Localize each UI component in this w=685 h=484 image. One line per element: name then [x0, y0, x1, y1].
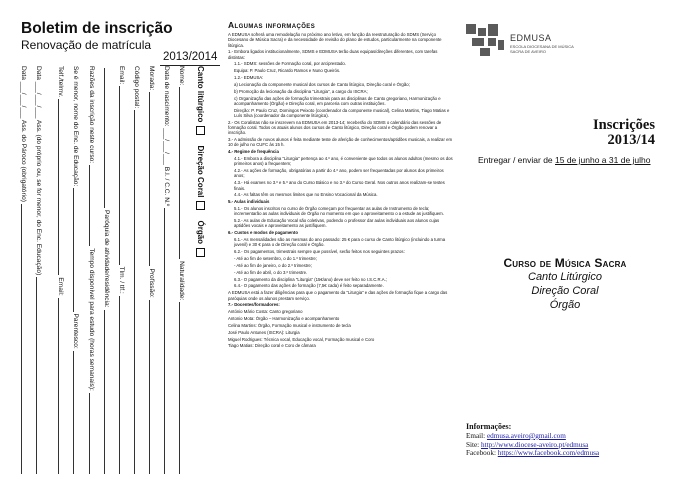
info-paragraph: Celina Martins: Órgão, Formação musical e instrumento de tecla: [228, 322, 351, 328]
logo-name: EDMUSA: [510, 33, 552, 43]
field-label: Naturalidade:: [178, 261, 185, 301]
info-paragraph: - Até ao fim de abril, o do 3.º trimestre.: [234, 269, 308, 275]
course-item-canto: Canto Litúrgico: [528, 271, 602, 283]
deadline-text: [478, 155, 651, 165]
inscricoes-year: 2013/14: [607, 132, 655, 148]
facebook-link[interactable]: https://www.facebook.com/edmusa: [497, 449, 600, 458]
option-label-canto: Canto litúrgico: [196, 66, 206, 123]
field-label: Nome:: [178, 66, 185, 86]
info-paragraphs: [228, 32, 453, 349]
info-paragraph: A EDMUSA está a fazer diligências para que o pagamento da "Liturgia" e das ações de formação fique a cargo das paróquias onde os alunos prestam serviço.: [228, 290, 448, 301]
contact-heading: Informações:: [466, 422, 512, 431]
inscricoes-label: Inscrições: [592, 117, 655, 133]
info-heading: Algumas informações: [228, 20, 316, 30]
field-label: Data de nascimento: ___/___/___ B.I. / C.C. N.º: [163, 66, 170, 207]
course-title: Curso de Música Sacra: [503, 256, 627, 270]
info-paragraph: 4.- Regime de frequência: [228, 149, 279, 155]
info-paragraph: 6.3.- O pagamento da disciplina "Liturgia" (15€/ano) deve ser feito no I.S.C.R.A.;: [234, 276, 388, 282]
info-paragraph: 5.1.- Os alunos inscritos no curso de Órgão começam por frequentar as aulas de Instrumento de tecla; incrementarão as aulas individuais de Órgão no momento em que o aproveitamento o a estude as justifiquem.: [234, 206, 444, 217]
checkbox-orgao[interactable]: [197, 248, 206, 257]
info-paragraph: - Até ao fim de setembro, o do 1.º trimestre;: [234, 256, 318, 262]
info-paragraph: 6.- Custos e modos de pagamento: [228, 230, 298, 236]
info-paragraph: 4.4.- As faltas têm os mesmos limites que no Ensino Vocacional da Música.: [234, 192, 378, 198]
field-guardian[interactable]: [72, 66, 84, 476]
field-label: Razões da inscrição neste curso:: [88, 66, 95, 164]
info-paragraph: 1.2.- EDMUSA:: [234, 75, 264, 81]
info-paragraph: 5.2.- As aulas de Educação Vocal são coletivas, podendo o professor dar aulas individuais aos alunos cujas aptidões vocais e aproveitamento as justifiquem.: [234, 218, 440, 229]
info-paragraph: 6.2.- Os pagamentos, trimestrais sempre que possível, serão feitos nos seguintes prazos:: [234, 249, 405, 255]
form-year: 2013/2014: [163, 51, 218, 63]
field-address[interactable]: [148, 66, 160, 476]
information-panel: [228, 20, 453, 350]
form-subtitle: Renovação de matrícula: [21, 38, 152, 52]
info-paragraph: 1.1.- SDMS: sessões de Formação coral, por arciprestado.: [234, 61, 347, 67]
logo-subtitle: ESCOLA DIOCESANA DE MÚSICA SACRA DE AVEIRO: [510, 44, 574, 54]
info-paragraph: b) Promoção da lecionação da disciplina "Liturgia", a cargo do ISCRA;: [234, 88, 368, 94]
field-label: Telf./telmv.: [57, 66, 64, 98]
registration-form-panel: [0, 0, 222, 484]
deadline-prefix: Entregar / enviar de: [478, 155, 556, 165]
field-name[interactable]: [178, 66, 190, 476]
info-paragraph: 4.3.- Há exames no 3.º e 5.º ano do Curso Básico e no 3.º do Curso Geral. Nos outros anos realizam-se testes finais.: [234, 180, 445, 191]
course-block: [469, 256, 661, 312]
info-paragraph: 4.2.- As ações de formação, obrigatórias a partir do 4.º ano, podem ser frequentadas por alunos dos primeiros anos;: [234, 168, 444, 179]
site-label: Site:: [466, 440, 481, 449]
field-label: Se é menor, nome do Enc. de Educação:: [72, 66, 79, 187]
field-postal-code[interactable]: [133, 66, 145, 476]
course-item-orgao: Órgão: [549, 299, 581, 311]
info-paragraph: 4.1.- Embora a disciplina "Liturgia" pertença ao 4.º ano, é conveniente que todos os alunos adultos (mesmo os dos primeiros anos) a frequentem;: [234, 156, 453, 167]
info-paragraph: - Até ao fim de janeiro, o do 2.º trimestre;: [234, 262, 312, 268]
info-paragraph: c) Organização das ações de formação trimestrais para as disciplinas de Canto gregoriano, Harmonização e acompanhamento (Órgão) e Direção coral, em parceria com outras instituições.: [234, 95, 441, 106]
checkbox-direcao[interactable]: [197, 201, 206, 210]
field-date-pastor[interactable]: [20, 66, 32, 476]
option-label-orgao: Órgão: [196, 220, 206, 245]
course-item-direcao: Direção Coral: [531, 285, 599, 297]
info-paragraph: A EDMUSA sofrerá uma remodelação no próximo ano letivo, em função da reestruturação do SDMS (Serviço Diocesano de Música Sacra) e da necessidade de revisão do plano de estudos, particularmente na componente litúrgica.: [228, 32, 442, 48]
field-date-signature[interactable]: [35, 66, 47, 476]
info-paragraph: José Paulo Antunes (ISCRA): Liturgia: [228, 329, 300, 335]
edmusa-logo-icon: [466, 24, 506, 60]
info-paragraph: 2.- Os Coralistas não se inscrevem na EDMUSA em 2013-14; receberão do SDMS o calendário das sessões de formação coral. Todos os atuais alunos dos cursos de Canto litúrgico, Direção coral e Órgão podem renovar a inscrição.: [228, 119, 442, 136]
field-label: Tlm. / tlf.:: [118, 266, 125, 294]
info-paragraph: 6.4.- O pagamento das ações de formação (7,5€ cada) é feito separadamente.: [234, 283, 384, 289]
site-line: [466, 441, 599, 450]
inscricoes-title: [593, 118, 655, 148]
info-paragraph: 6.1.- As mensalidades são as mesmas do ano passado: 25 € para o curso de Canto litúrgico (incluindo a turma juvenil) e 30 € para o de Direção coral e Órgão.: [234, 237, 446, 248]
info-paragraph: 1.- Embora ligados institucionalmente, SDMS e EDMUSA terão duas equipas/direções diferentes, com tarefas distintas:: [228, 49, 438, 60]
info-paragraph: 3.- A admissão de novos alunos é feita mediante teste de aferição de conhecimentos/aptidões musicais, a realizar em 10 de julho no CUFC às 15 h.: [228, 137, 453, 148]
field-label: Morada:: [148, 66, 155, 91]
site-link[interactable]: http://www.diocese-aveiro.pt/edmusa: [480, 440, 589, 449]
field-label: Data ___/___/___ Ass. (do próprio ou, se for menor, do Enc. Educação): [35, 66, 42, 276]
field-label: Código postal:: [133, 66, 140, 109]
contact-info: [466, 423, 599, 458]
field-label: Data ___/___/___ Ass. do Pároco (obrigatório): [20, 66, 27, 202]
field-label: Paróquia de atividade/residência:: [103, 210, 110, 308]
info-paragraph: Miguel Rodrigues: Técnica vocal, Educação vocal, Formação musical e Coro: [228, 336, 375, 342]
info-paragraph: Antonio Mota: Órgão – Harmonização e acompanhamento: [228, 316, 340, 322]
info-paragraph: António Mário Costa: Canto gregoriano: [228, 309, 303, 315]
course-options: [195, 66, 207, 476]
info-paragraph: Equipa: P. Paulo Cruz, Ricardo Ramos e Nuno Queirós.: [234, 68, 341, 74]
facebook-label: Facebook:: [466, 449, 498, 458]
field-birthdate[interactable]: [163, 66, 175, 476]
email-link[interactable]: edmusa.aveiro@gmail.com: [486, 431, 566, 440]
field-reasons[interactable]: [88, 66, 100, 476]
info-paragraph: 7.- Docentes/formadores:: [228, 302, 280, 308]
deadline-dates: 15 de junho a 31 de julho: [555, 155, 651, 165]
info-paragraph: Direção: P. Paulo Cruz, Domingos Peixoto (coordenador da componente musical), Celina Martins, Tiago Matias e Luís Silva (coordenador da componente litúrgica).: [234, 107, 450, 118]
field-parish[interactable]: [103, 66, 115, 476]
field-label: Tempo disponível para estudo (horas semanais):: [88, 248, 95, 391]
email-line: [466, 432, 599, 441]
info-paragraph: 5.- Aulas individuais: [228, 199, 270, 205]
field-phone[interactable]: [57, 66, 69, 476]
option-label-direcao: Direção Coral: [196, 145, 206, 198]
info-paragraph: Tiago Matias: Direção coral e Coro de câmara: [228, 343, 316, 349]
form-title: Boletim de inscrição: [21, 20, 173, 37]
field-label: Profissão:: [148, 268, 155, 298]
field-label: Email:: [118, 66, 125, 85]
field-label: Parentesco:: [72, 313, 79, 349]
info-paragraph: a) Lecionação da componente musical dos cursos de Canto litúrgico, Direção coral e Órgão;: [234, 81, 410, 87]
facebook-line: [466, 449, 599, 458]
field-email[interactable]: [118, 66, 130, 476]
field-label: Email:: [57, 277, 64, 296]
checkbox-canto[interactable]: [197, 126, 206, 135]
email-label: Email:: [466, 431, 487, 440]
